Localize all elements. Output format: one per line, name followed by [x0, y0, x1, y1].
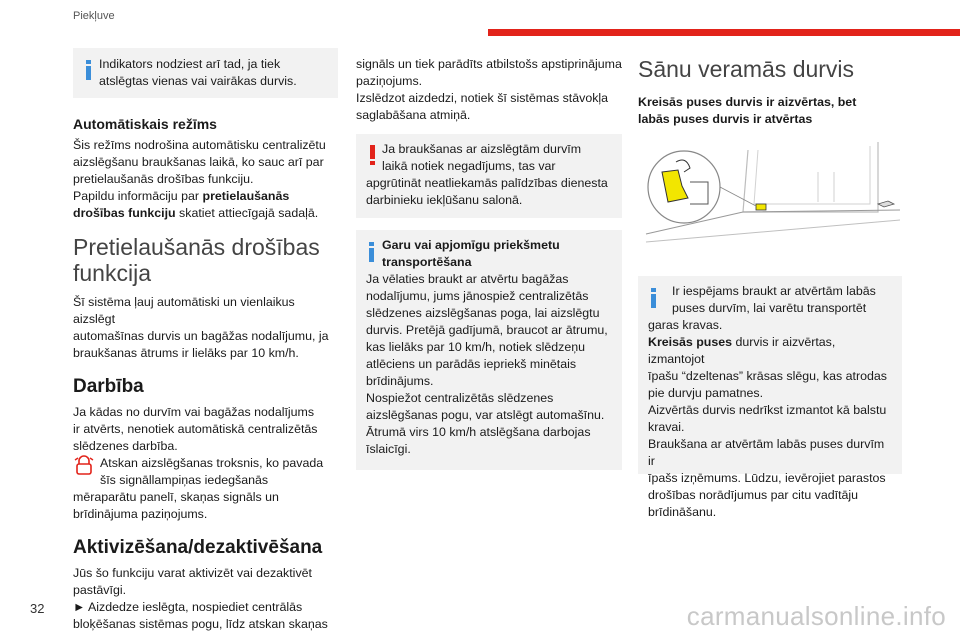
activation-text: [73, 565, 338, 633]
text-line: Ja braukšanas ar aizslēgtām durvīm: [382, 142, 582, 156]
note-title: Garu vai apjomīgu priekšmetu: [382, 238, 560, 252]
text-line: Šis režīms nodrošina automātisku centralizētu: [73, 138, 326, 152]
text-line: Nospiežot centralizētās slēdzenes: [366, 391, 554, 405]
text-line: kas lielāks par 10 km/h, notiek slēdzeņu: [366, 340, 586, 354]
text-line: šīs signāllampiņas iedegšanās: [100, 473, 269, 487]
lock-alert-icon: [73, 455, 95, 477]
text-line: ► Aizdedze ieslēgta, nospiediet centrālās: [73, 600, 303, 614]
info-icon: [369, 242, 374, 262]
column-right: [638, 48, 902, 519]
section-title-anti-theft: Pretielaušanās drošības funkcija: [73, 234, 320, 286]
door-latch-illustration: [638, 142, 900, 252]
continuation-text: [356, 56, 622, 124]
text-line: brīdinājuma paziņojums.: [73, 507, 208, 521]
alert-paragraph: [73, 455, 338, 523]
text-line: atlēciens un parādās iepriekš minētais: [366, 357, 577, 371]
text-line: saglabāšana atmiņā.: [356, 108, 471, 122]
text-line: īpašu “dzeltenas” krāsas slēgu, kas atrodas: [648, 369, 887, 383]
text-line: automašīnas durvis un bagāžas nodalījumu, ja: [73, 329, 329, 343]
info-note-cargo: [356, 230, 622, 470]
watermark: carmanualsonline.info: [686, 601, 946, 631]
header-accent-bar: [488, 29, 960, 36]
text-line: īpašs izņēmums. Lūdzu, ievērojiet parastos: [648, 471, 886, 485]
heading-operation: Darbība: [73, 376, 144, 397]
info-note: [73, 48, 338, 98]
text-line: Izslēdzot aizdedzi, notiek šī sistēmas stāvokļa: [356, 91, 609, 105]
text-line: drošības funkciju skatiet attiecīgajā sadaļā.: [73, 206, 319, 220]
text-line: Ja vēlaties braukt ar atvērtu bagāžas: [366, 272, 569, 286]
bold-term: Kreisās puses: [648, 335, 733, 349]
text-line: laikā notiek negadījums, tas var: [382, 159, 556, 173]
info-icon: [86, 60, 91, 80]
page-number: 32: [30, 601, 45, 616]
info-note-line: Indikators nodziest arī tad, ja tiek: [99, 57, 281, 71]
note-title: transportēšana: [382, 255, 472, 269]
info-icon: [651, 288, 656, 308]
bold-term: drošības funkciju: [73, 206, 176, 220]
text-line: pretielaušanās drošības funkciju.: [73, 172, 254, 186]
text-line: bloķēšanas sistēmas pogu, līdz atskan skaņas: [73, 617, 328, 631]
text-line: Papildu informāciju par pretielaušanās: [73, 189, 290, 203]
text-line: slēdzenes darbība.: [73, 439, 178, 453]
text-line: Šī sistēma ļauj automātiski un vienlaikus aizslēgt: [73, 295, 295, 326]
anti-theft-text: [73, 294, 338, 362]
text-line: Aizvērtās durvis nedrīkst izmantot kā balstu: [648, 403, 887, 417]
info-note-line: atslēgtas vienas vai vairākas durvis.: [99, 74, 297, 88]
text-line: durvis. Pretējā gadījumā, braucot ar ātrumu,: [366, 323, 608, 337]
text-line: pastāvīgi.: [73, 583, 127, 597]
text-line: mēraparātu panelī, skaņas signāls un: [73, 490, 279, 504]
text-line: Ātrumā virs 10 km/h atslēgšana darbojas: [366, 425, 591, 439]
text-line: ir atvērts, nenotiek automātiskā centralizētās: [73, 422, 318, 436]
text-line: Kreisās puses durvis ir aizvērtas, izmantojot: [648, 335, 836, 366]
text-line: īslaicīgi.: [366, 442, 411, 456]
text-line: drošības norādījumus par citu vadītāju: [648, 488, 859, 502]
text-line: slēdzenes aizslēgšanas poga, lai aizslēgtu: [366, 306, 600, 320]
text-line: Atskan aizslēgšanas troksnis, ko pavada: [100, 456, 324, 470]
text-line: aizslēgšanu braukšanas laikā, ko sauc arī par: [73, 155, 324, 169]
text-line: nodalījumu, jums jānospiež centralizētās: [366, 289, 589, 303]
text-line: Ir iespējams braukt ar atvērtām labās: [672, 284, 876, 298]
text-line: garas kravas.: [648, 318, 723, 332]
text-line: Ja kādas no durvīm vai bagāžas nodalījums: [73, 405, 315, 419]
text-line: pie durvju pamatnes.: [648, 386, 764, 400]
running-header: Piekļuve: [73, 10, 115, 22]
text-line: Jūs šo funkciju varat aktivizēt vai dezaktivēt: [73, 566, 312, 580]
warning-note: [356, 134, 622, 218]
text-line: puses durvīm, lai varētu transportēt: [672, 301, 867, 315]
auto-mode-text: [73, 137, 338, 222]
text-line: aizslēgšanas pogu, var atslēgt automašīnu.: [366, 408, 605, 422]
warning-icon: [370, 145, 375, 165]
text-line: braukšanas ātrums ir lielāks par 10 km/h.: [73, 346, 299, 360]
text-line: paziņojums.: [356, 74, 423, 88]
text-line: kravai.: [648, 420, 685, 434]
illustration-caption: Kreisās puses durvis ir aizvērtas, bet labās puses durvis ir atvērtas: [638, 95, 857, 126]
text-line: brīdinājums.: [366, 374, 434, 388]
text-line: brīdināšanu.: [648, 505, 717, 519]
column-left: [73, 48, 338, 633]
text-line: apgrūtināt neatliekamās palīdzības dienesta: [366, 176, 608, 190]
operation-text: [73, 404, 338, 523]
text-line: Braukšana ar atvērtām labās puses durvīm ir: [648, 437, 885, 468]
column-middle: [356, 48, 622, 470]
section-title-side-doors: Sānu veramās durvis: [638, 56, 855, 82]
heading-auto-mode: Automātiskais režīms: [73, 116, 217, 132]
bold-term: pretielaušanās: [202, 189, 290, 203]
text-line: darbinieku iekļūšanu salonā.: [366, 193, 523, 207]
text-line: signāls un tiek parādīts atbilstošs apstiprinājuma: [356, 57, 622, 71]
info-note-side-doors: [638, 276, 902, 519]
heading-activation: Aktivizēšana/dezaktivēšana: [73, 537, 323, 558]
